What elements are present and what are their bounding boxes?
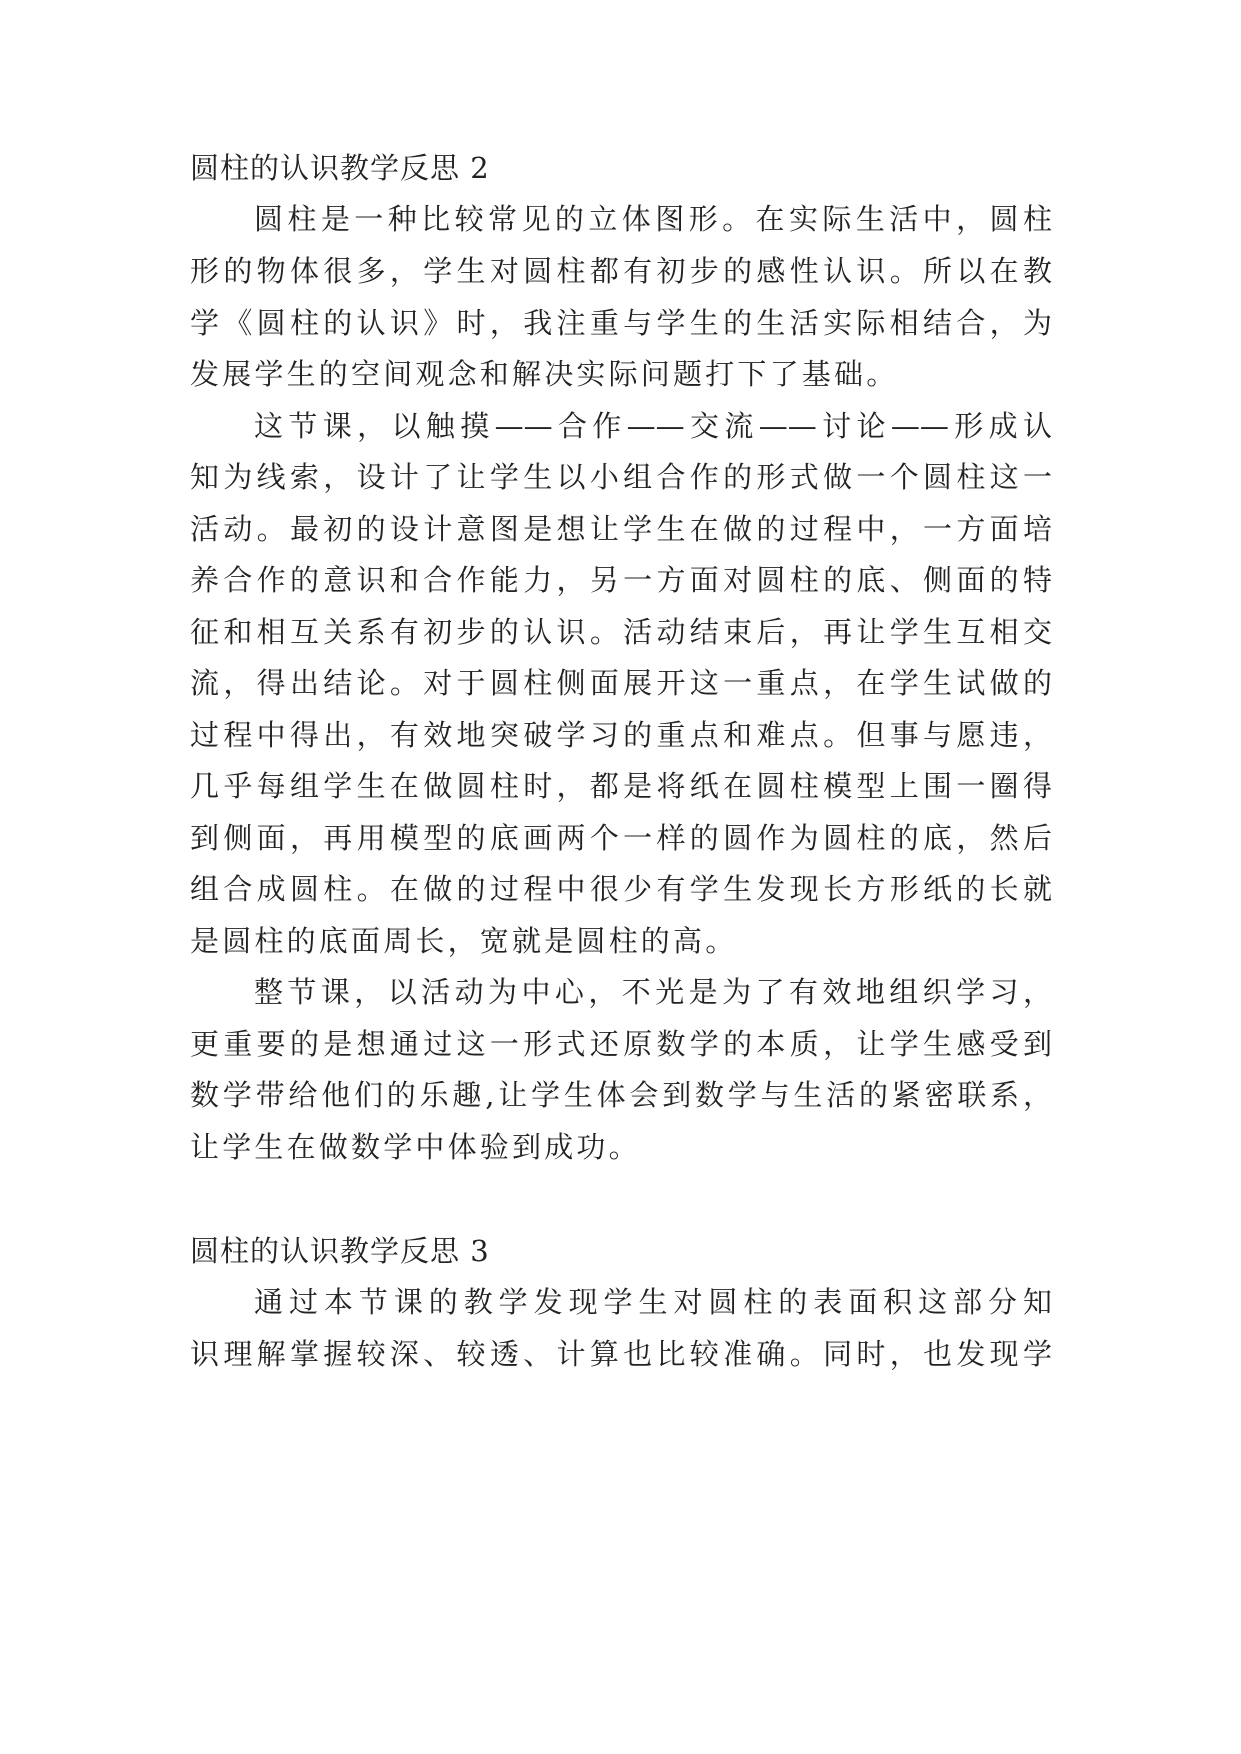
text-line: 组合成圆柱。在做的过程中很少有学生发现长方形纸的长就 — [190, 872, 1052, 906]
text-line: 过程中得出，有效地突破学习的重点和难点。但事与愿违， — [190, 718, 1052, 752]
text-line: 到侧面，再用模型的底画两个一样的圆作为圆柱的底，然后 — [190, 821, 1052, 855]
section-heading: 圆柱的认识教学反思 3 — [190, 1234, 490, 1268]
text-line: 学《圆柱的认识》时，我注重与学生的生活实际相结合，为 — [190, 306, 1052, 340]
text-line: 知为线索，设计了让学生以小组合作的形式做一个圆柱这一 — [190, 460, 1052, 494]
text-line: 更重要的是想通过这一形式还原数学的本质，让学生感受到 — [190, 1027, 1052, 1061]
text-line: 识理解掌握较深、较透、计算也比较准确。同时，也发现学 — [190, 1337, 1052, 1371]
text-line: 数学带给他们的乐趣,让学生体会到数学与生活的紧密联系， — [190, 1078, 1052, 1112]
text-line: 征和相互关系有初步的认识。活动结束后，再让学生互相交 — [190, 615, 1052, 649]
text-line: 活动。最初的设计意图是想让学生在做的过程中，一方面培 — [190, 512, 1052, 546]
text-line: 整节课，以活动为中心，不光是为了有效地组织学习， — [254, 975, 1052, 1009]
text-line: 让学生在做数学中体验到成功。 — [190, 1130, 641, 1164]
text-line: 养合作的意识和合作能力，另一方面对圆柱的底、侧面的特 — [190, 563, 1052, 597]
text-line: 形的物体很多，学生对圆柱都有初步的感性认识。所以在教 — [190, 254, 1052, 288]
text-line: 通过本节课的教学发现学生对圆柱的表面积这部分知 — [254, 1285, 1052, 1319]
text-line: 流，得出结论。对于圆柱侧面展开这一重点，在学生试做的 — [190, 666, 1052, 700]
section-heading: 圆柱的认识教学反思 2 — [190, 151, 490, 185]
text-line: 发展学生的空间观念和解决实际问题打下了基础。 — [190, 357, 899, 391]
text-line: 圆柱是一种比较常见的立体图形。在实际生活中，圆柱 — [254, 202, 1052, 236]
text-line: 是圆柱的底面周长，宽就是圆柱的高。 — [190, 924, 738, 958]
text-line: 几乎每组学生在做圆柱时，都是将纸在圆柱模型上围一圈得 — [190, 769, 1052, 803]
text-line: 这节课，以触摸——合作——交流——讨论——形成认 — [254, 409, 1052, 443]
